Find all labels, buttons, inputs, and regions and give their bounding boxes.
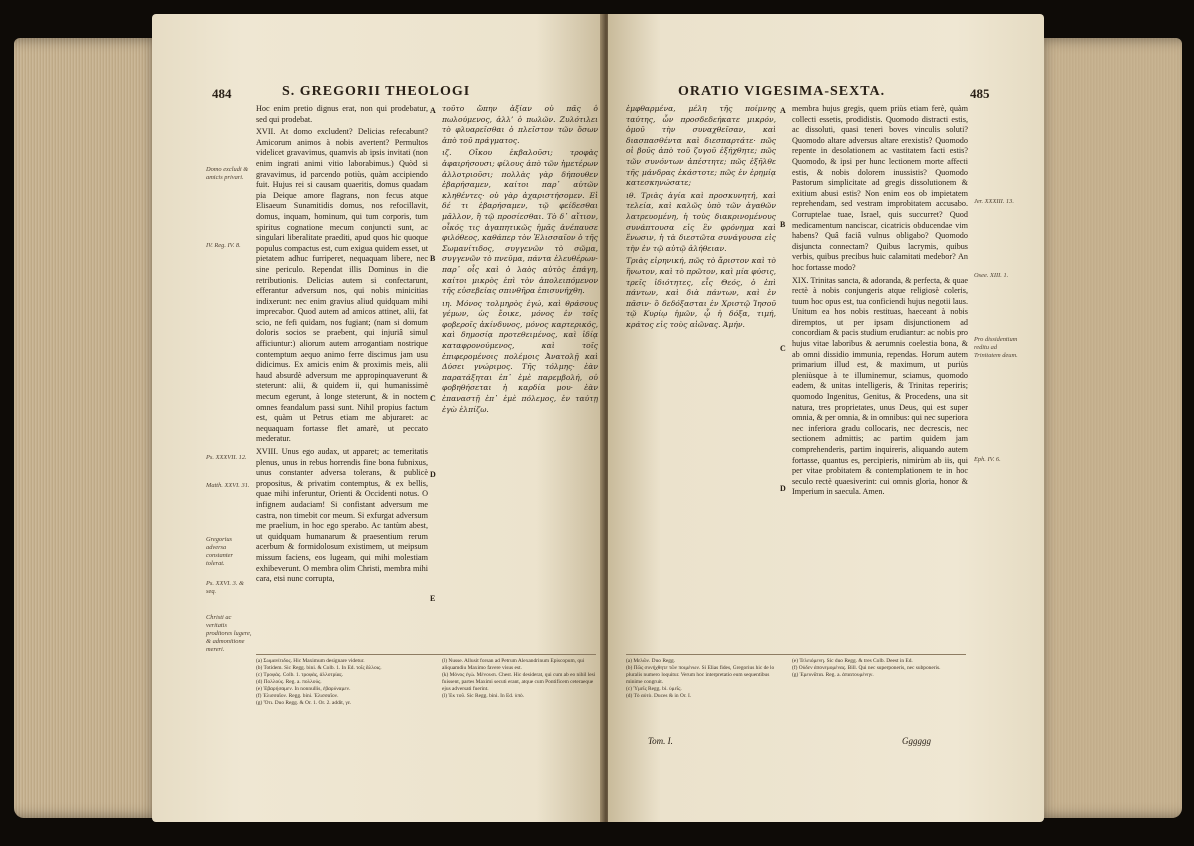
- left-page-edges: [14, 38, 164, 818]
- footnote: (b) Totidem. Sic Regg. bini. & Colb. 1. In Ed. τοῖς ἄλλοις.: [256, 665, 382, 671]
- right-page: [608, 14, 1044, 822]
- footnote: (d) Τὸ αὐτὸ. Duces & in Or. I.: [626, 693, 692, 699]
- footnotes-left-greek: [442, 658, 598, 738]
- latin-paragraph: XVII. At domo excludent? Delicias refecabunt? Amicorum animos à nobis avertent? Permultos videlicet gravavimus, quamvis ab ipsis invitati (non enim ingrati animi vitio laborabimus.) Quòd si gravavimus, id parcendo potiùs, quàm accipiendo fuit. Hujus rei si causam quaeritis, domus quadam pia Deique amore flagrans, non fecus atque Elisaeum Sunamitidis domus, nos refocillavit, domus, inquam, hominum, qui tum corporis, tum spiritus cognatione mecum conjuncti sunt, ac singulari liberalitate praediti, apud quos hic quoque populus compactus est, cum exigua quidem esset, ut pietatem adhuc furriperet, nequaquam libere, nec sine periculo. Rependat illis Dominus in die retributionis. Delicias autem si confectarunt, efferantur adversum nos, qui nobis minicitias indixerunt: nec enim gravius aliud quidquam mihi imprecabor. Quod autem ad amicos attinet, alii, fat scio, ne fefi quidam, nos fugiant; (nam si domum doloris socios se praebent, qui injuriâ simul afficiuntur:) aliorum autem arrogantiam nostrique contemptum aequo animo ferre discimus jam usu didicimus. Ex amicis enim & proximis meis, alii haud absurdè adversum me appropinquaverunt & steterunt: alii, & quidem ii, qui humanissimè mecum egerunt, à longe steterunt, & in noctem omnes feandalum passi sunt. Nihil propius factum est, quàm ut Petrus etiam me abjuraret: ac nequaquam fortasse flet amarè, ut peccato mederatur.: [256, 127, 428, 444]
- greek-paragraph: Τριὰς εἰρηνική, πῶς τὸ ἄριστον καὶ τὸ ἥνωτον, καὶ τὸ πρῶτον, καὶ μία φύσις, τρεῖς ἰδιότητες, εἷς Θεός, ὁ ἐπὶ πάντων, καὶ διὰ πάντων, καὶ ἐν πᾶσιν· ὃ δεδόξασται ἐν Χριστῷ Ἰησοῦ τῷ Κυρίῳ ἡμῶν, ᾧ ἡ δόξα, τιμή, κράτος εἰς τοὺς αἰῶνας. Ἀμήν.: [626, 256, 776, 329]
- footnote: (a) Σωμανίτιδος. Hic Maximum designare videtur.: [256, 658, 365, 664]
- section-letter: A: [430, 106, 436, 115]
- right-page-edges: [1032, 38, 1182, 818]
- open-book: [14, 8, 1182, 838]
- page-number-left: 484: [212, 86, 232, 101]
- signature-mark: Tom. I.: [648, 736, 673, 746]
- footnote: (e) Τελειόμενη. Sic duo Regg. & tres Colb. Deest in Ed.: [792, 658, 913, 664]
- catchword: Gggggg: [902, 736, 931, 746]
- margin-note: Christi ac veritatis proditores lugere, & admonitione mereri.: [206, 614, 252, 653]
- margin-note: Jer. XXXIII. 13.: [974, 198, 1014, 205]
- margin-note: Matth. XXVI. 31.: [206, 482, 250, 489]
- footnote: (l) Ἐκ τοῦ. Sic Regg. bini. In Ed. ὑπὸ.: [442, 693, 525, 699]
- footnote-rule: [256, 654, 596, 655]
- footnote: (d) Πολλοὺς. Reg. a. πολλούς.: [256, 679, 322, 685]
- footnote-rule: [626, 654, 966, 655]
- latin-paragraph: XIX. Trinitas sancta, & adoranda, & perfecta, & quae rectè à nobis conjungeris atque religiosè coleris, tuum hoc opus est, tua conficiendi hujus negotii laus. Unitum ea hos nobis restituas, haeceant à nobis diremptos, ut per ipsam disjunctionem ad concordiam & pacis studium erudiantur: ac nobis pro hujus vitae laboribus & aerumnis coelestia bona, & ab omni dissidio immunia, rependas. Horum autem primarium illud est, & maximum, ut puriùs pleniùsque à te illuminemur, sciamus, quomodo eadem, & unitas intelligeris, & Trinitas reperiris; quomodo Ingenitus, Genitus, & Procedens, una sit natura, tres proprietates, unus Deus, qui est super omnia, & per omnia, & in omnibus: qui nec superiora nec inferiora gradu collocaris, nec decrescis, nec sectionem admittis; ac partim quidem jam comprehenderis, partim inquireris, aliquando autem fortasse, quantus es, percipieris, nimirùm ab iis, qui per vitae probitatem & contemplationem te in hoc seculo rectè quaesiverint: cui omnis gloria, honor & Imperium in saecula. Amen.: [792, 275, 968, 497]
- section-letter: D: [780, 484, 786, 493]
- greek-paragraph: ἐμφθαρμένα, μέλη τῆς ποίμνης ταύτης, ὧν προσδεδεήκατε μικρόν, ὁμοῦ τὴν συναχθεῖσαν, καὶ διασπασθέντα καὶ διεσπαρτάτε· πῶς οἱ βοῦς ἀπὸ τοῦ ζυγοῦ ἐξήχθητε; πῶς τῶν συνόντων ἀπέστητε; πῶς ἐξῆλθε τῆς μάνδρας ἑκάστοτε; πῶς ἐν ἐρημίᾳ κατεσκηνώσατε;: [626, 104, 776, 188]
- footnote: (a) Μελῶν. Duo Regg.: [626, 658, 676, 664]
- page-number-right: 485: [970, 86, 990, 101]
- latin-paragraph: Hoc enim pretio dignus erat, non qui prodebatur, sed qui prodebat.: [256, 104, 428, 124]
- margin-note: Osee. XIII. 1.: [974, 272, 1009, 279]
- left-page: [152, 14, 604, 822]
- greek-column-left: [442, 104, 598, 646]
- footnote: (k) Μόνος ἐγὼ. Μένουσι. Chest. Hic desiderat, qui cum ab eo nihil lesi fuissent, partes Maximi secuti erant, atque cum Pontificem ceteraeque ejus adversati fuerint.: [442, 672, 596, 692]
- section-letter: D: [430, 470, 436, 479]
- footnote: (c) Τροφὰς. Colb. 1. τροφὰς, ἀλλοτρίας.: [256, 672, 344, 678]
- latin-paragraph: membra hujus gregis, quem priùs etiam ferè, quàm collecti essetis, prodidistis. Quomodo distracti estis, ac dissoluti, quasi teneri boves vinculis soluti? Quomodo altare adversus altare erexistis? Quomodo repente in desolationem ac vastitatem facti estis? Quomodo, & ipsi per hunc lectionem morte affecti estis, & nobis dolorem inussistis? Quomodo Pastorum simplicitate ad gregis dissolutionem & exitium abusi estis? Non enim eos ob impietatem reprehendam, sed vestram improbitatem accusabo. Corruptelae tuae, Israel, quis succurret? Quod medicamentum nanciscar, cicatricis obducendae vim habens? Quâ faciâ vulnus obligabo? Quomodo disjuncta connectam? Quibus lacrymis, quibus verbis, quibus precibus huic calamitati medebor? An hoc fortasse modo?: [792, 104, 968, 272]
- running-header-left: S. GREGORII THEOLOGI: [282, 84, 471, 99]
- footnote: (f) Οὐδεν ἀπονεμομένας. Bill. Qui nec superponeris, nec subponeris.: [792, 665, 941, 671]
- greek-paragraph: ιη. Μόνος τολμηρὸς ἐγώ, καὶ θράσους γέμων, ὡς ἔοικε, μόνος ἐν τοῖς φοβεροῖς ἀκίνδυνος, μόνος καρτερικός, καὶ δημοσίᾳ προτεθειμένος, καὶ ἰδίᾳ καταφρονούμενος, καὶ τοῖς ἐπιφερομένοις πολέμοις Ἀνατολῇ καὶ Δύσει γνώριμος. Τῆς τόλμης· ἐὰν παρατάξηται ἐπ᾽ ἐμὲ παρεμβολή, οὐ φοβηθήσεται ἡ καρδία μου· ἐὰν ἐπαναστῇ ἐπ᾽ ἐμὲ πόλεμος, ἐν ταύτῃ ἐγὼ ἐλπίζω.: [442, 298, 598, 414]
- section-letter: B: [430, 254, 436, 263]
- greek-paragraph: ιζ. Οἴκου ἐκβαλοῦσι; τροφὰς ἀφαιρήσουσι; φίλους ἀπὸ τῶν ἡμετέρων ἀλλοτριοῦσι; πολλὰς γὰρ δήπουθεν ἐβαρήσαμεν, καίτοι παρ᾽ αὐτῶν κληθέντες· οὐ γὰρ ἀχαριστήσομεν. Εἰ δέ τι ἐβαρήσαμεν, τῷ φείδεσθαι μᾶλλον, ἢ τῷ προσίεσθαι. Τὸ δ᾽ αἴτιον, οἶκός τις ἀγαπητικῶς ἡμᾶς ἀνέπαυσε φιλόθεος, καθάπερ τὸν Ἐλισσαῖον ὁ τῆς Σωμανίτιδος, συγγενῶν τὸ σῶμα, συγγενῶν τὸ πνεῦμα, πάντα ἐλευθέρων· παρ᾽ οἷς καὶ ὁ λαὸς αὐτὸς ἐπάγη, καίτοι μικρὸς ἐπὶ τὸν ἀπολειπόμενον τῆς εὐσεβείας σπινθῆρα ἐπισυνήχθη.: [442, 148, 598, 296]
- footnote: (l) Nusse. Allusit forsan ad Petrum Alexandrinum Episcopum, qui aliquamdiu Maximo favere visus est.: [442, 658, 585, 671]
- margin-note: IV. Reg. IV. 8.: [206, 242, 241, 249]
- section-letter: C: [780, 344, 786, 353]
- greek-paragraph: ιθ. Τριὰς ἁγία καὶ προσκυνητή, καὶ τελεία, καὶ καλῶς ὑπὸ τῶν ἀγαθῶν λατρευομένη, ἡ τοὺς διακρινομένους συνάπτουσα εἰς ἓν φρόνημα καὶ ἕνωσιν, ἡ τὰ διεστῶτα συνάγουσα εἰς τὴν ἐν τῷ αὐτῷ ἀλήθειαν.: [626, 190, 776, 253]
- margin-note: Ps. XXXVII. 12.: [206, 454, 247, 461]
- latin-column-left: [256, 104, 428, 646]
- margin-note: Ps. XXVI. 3. & seq.: [206, 580, 244, 595]
- section-letter: E: [430, 594, 436, 603]
- margin-note: Eph. IV. 6.: [974, 456, 1001, 463]
- margin-note: Gregorius adversa constanter tolerat.: [206, 536, 233, 567]
- greek-paragraph: τοῦτο ὤπην ἀξίαν οὐ πᾶς ὁ πωλούμενος, ἀλλ’ ὁ πωλῶν. Ζυλότιλει τὸ φλυαρεῖσθαι ὁ πλεῖστον τῶν ὅσων ἀπὸ τοῦ πράγματος.: [442, 104, 598, 145]
- section-letter: A: [780, 106, 786, 115]
- section-letter: C: [430, 394, 436, 403]
- footnote: (g) Ὅτι. Duo Regg. & Or. 1. Or. 2. addit, γε.: [256, 700, 352, 706]
- greek-column-right: [626, 104, 776, 652]
- section-letter: B: [780, 220, 786, 229]
- footnote: (b) Πῶς συνήχθητε τῶν ποιμένων. Si Elias fides, Gregorius hic de lo pluralis numero loquitur. Verum hoc interpretatio eum sequentibus minime congruit.: [626, 665, 775, 685]
- footnotes-left-latin: [256, 658, 426, 738]
- footnotes-right-greek: [626, 658, 782, 718]
- footnotes-right-latin: [792, 658, 968, 718]
- margin-note: Pro dissidentium reditu ad Trinitatem deum.: [974, 336, 1018, 359]
- footnote: (c) Ὑμεῖς Regg. bi. ὑμεῖς.: [626, 686, 682, 692]
- footnote: (e) Ἐβαρήσαμεν. In nonnullis, ἐβαρύναμεν.: [256, 686, 351, 692]
- running-header-right: ORATIO VIGESIMA-SEXTA.: [678, 84, 886, 99]
- footnote: (f) Ἐλισσαῖον. Regg. bini. Ἐλισσαῖον.: [256, 693, 339, 699]
- latin-column-right: [792, 104, 968, 652]
- footnote: (g) Ἐρευνᾶται. Reg. a. ἀπαιτουμένην.: [792, 672, 874, 678]
- latin-paragraph: XVIII. Unus ego audax, ut apparet; ac temeritatis plenus, unus in rebus horrendis fine bona fubnixus, unus constanter adversa tolerans, & publicè propositus, & privatim contemptus, & ex bellis, quae mihi inferuntur, Orienti & Occidenti notus. O infignem audaciam! Si confistant adversum me castra, non timebit cor meum. Si exfurgat adversum me praelium, in hoc ego sperabo. Ac tantùm abest, ut quidquam humanarum & praesentium rerum acerbum & formidolosum existimem, ut meipsum missum faciens, eos lugeam, qui mihi molestiam exhibeverunt. O membra olim Christi, membra mihi cara, etsi nunc corrupta,: [256, 447, 428, 584]
- margin-note: Domo excludi & amicis privari.: [206, 166, 249, 181]
